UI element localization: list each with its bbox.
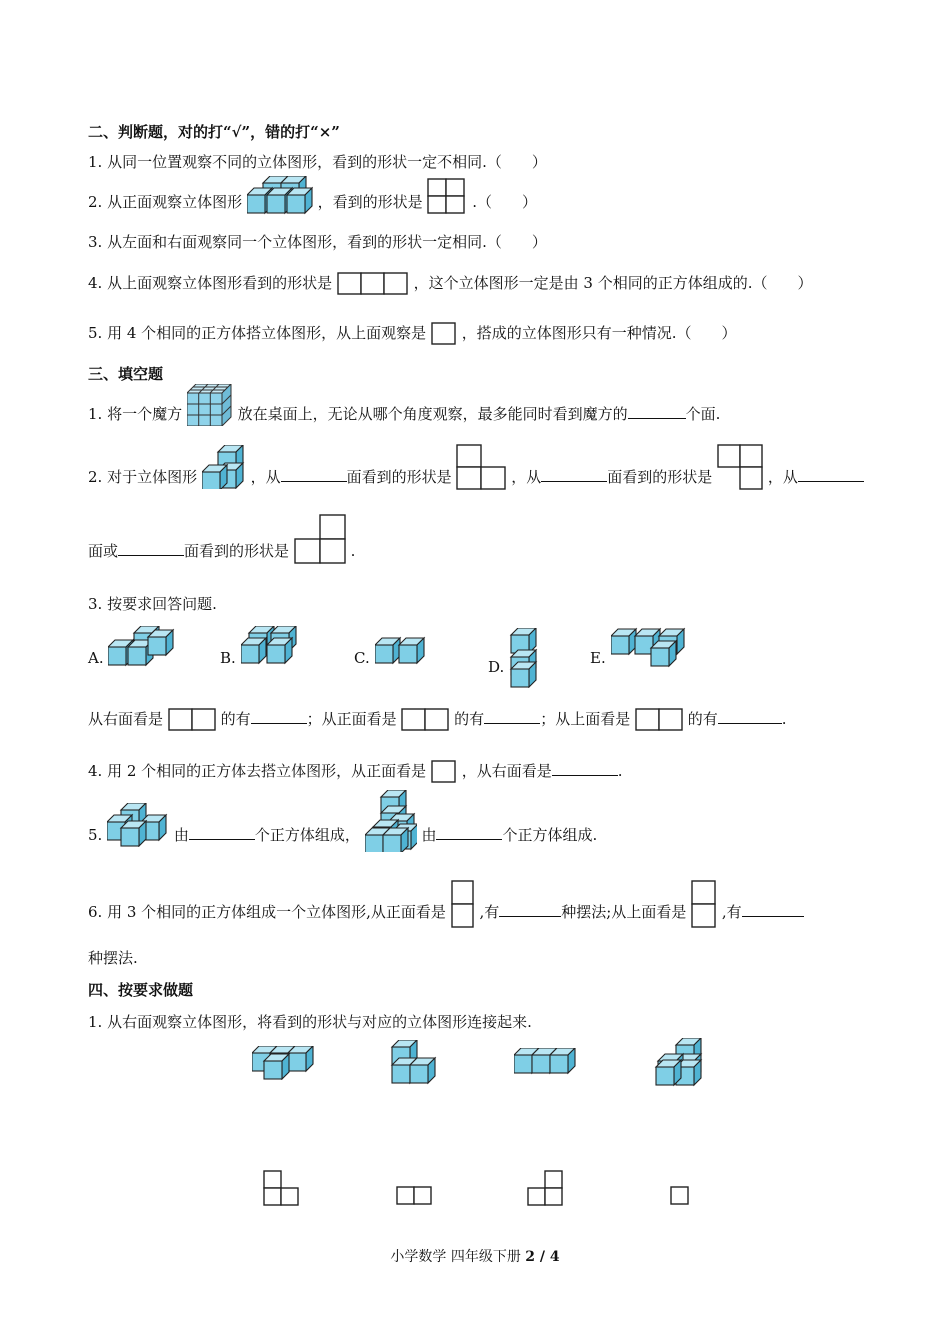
s3-q2-blank3[interactable] [798, 467, 864, 482]
s3-q3-right-text: 从右面看是 [88, 710, 164, 728]
s3-q4-text-a: 4. 用 2 个相同的正方体去搭立体图形，从正面看是 [88, 762, 427, 780]
page-footer [0, 1246, 950, 1266]
s2-q4-text-a: 4. 从上面观察立体图形看到的形状是 [88, 274, 333, 292]
page-number: 2 / 4 [525, 1249, 560, 1265]
figure-label-e: E. [590, 649, 606, 667]
s3-q2-text-f: ，从 [767, 468, 798, 486]
s3-q2-line1 [88, 466, 864, 490]
s4-view-3 [526, 1170, 566, 1208]
s3-q3-sep2: ；从上面看是 [540, 710, 631, 728]
s4-view-2 [396, 1186, 432, 1208]
s3-q4-blank[interactable] [552, 761, 618, 776]
s3-q2-blank1[interactable] [281, 467, 347, 482]
s3-q3-figure-c [354, 648, 435, 668]
s3-q2-text-c: 面看到的形状是 [346, 468, 452, 486]
figure-label-d: D. [488, 658, 505, 676]
s3-q5-text-b: 由 [173, 826, 189, 844]
s4-solid-3 [514, 1048, 578, 1078]
s3-q5-text-a: 5. [88, 826, 103, 844]
figure-b [241, 626, 309, 668]
s2-q2-text-a: 2. 从正面观察立体图形 [88, 193, 243, 211]
s3-q6-line1 [88, 896, 804, 930]
s4-view-1 [262, 1170, 302, 1208]
s3-q5-blank2[interactable] [436, 825, 502, 840]
s4-solid-2 [390, 1040, 440, 1086]
s3-q1-blank[interactable] [628, 404, 686, 419]
s2-q2-text-b: ，看到的形状是 [317, 193, 423, 211]
s3-q3-sep1: ；从正面看是 [306, 710, 397, 728]
s3-q6-text-b: ,有 [479, 903, 500, 921]
s2-q4-view-shape [337, 272, 409, 296]
s2-q5-text-a: 5. 用 4 个相同的正方体搭立体图形，从上面观察是 [88, 324, 427, 342]
s2-q2-view-shape [427, 178, 467, 214]
s3-q2-text-h: 面看到的形状是 [184, 542, 290, 560]
s3-q1 [88, 404, 720, 426]
s3-q3-figures [88, 648, 176, 668]
s3-q6-front-shape [451, 880, 475, 930]
s3-q3-right-shape [168, 708, 216, 732]
s3-q3-top-shape [635, 708, 683, 732]
s2-q5-view-shape [431, 322, 457, 346]
s2-q4-text-b: ，这个立体图形一定是由 3 个相同的正方体组成的.（ ） [413, 274, 813, 292]
figure-e [611, 625, 695, 669]
s3-q5 [88, 820, 597, 852]
s3-q5-text-d: 由 [421, 826, 437, 844]
s3-q3-figure-b [220, 648, 309, 668]
s3-q5-figure-1 [107, 803, 169, 847]
figure-label-a: A. [88, 649, 104, 667]
figure-label-c: C. [354, 649, 370, 667]
s4-solid-4 [654, 1038, 708, 1088]
s3-q2-line2 [88, 540, 355, 564]
section2-heading: 二、判断题，对的打“√”，错的打“×” [88, 123, 340, 141]
s2-q3: 3. 从左面和右面观察同一个立体图形，看到的形状一定相同.（ ） [88, 233, 547, 251]
s3-q3-front-shape [401, 708, 449, 732]
s3-q3-end: . [781, 710, 787, 728]
s3-q3-has-2: 的有 [454, 710, 485, 728]
s3-q2-text-g: 面或 [88, 542, 119, 560]
s3-q5-text-c: 个正方体组成， [254, 826, 360, 844]
s2-q2 [88, 190, 537, 216]
s3-q6-text-d: ,有 [721, 903, 742, 921]
s3-q4 [88, 760, 623, 784]
s3-q5-text-e: 个正方体组成. [502, 826, 598, 844]
s3-q6-text-a: 6. 用 3 个相同的正方体组成一个立体图形,从正面看是 [88, 903, 446, 921]
s4-view-4 [670, 1186, 692, 1208]
section4-heading: 四、按要求做题 [88, 981, 194, 999]
s3-q3-answer-line [88, 708, 787, 732]
s3-q2-text-e: 面看到的形状是 [607, 468, 713, 486]
s3-q6-top-shape [691, 880, 717, 930]
s2-q2-solid-figure [247, 176, 313, 216]
s3-q3-has-1: 的有 [220, 710, 251, 728]
section3-heading: 三、填空题 [88, 365, 164, 383]
s3-q2-text-b: ，从 [250, 468, 281, 486]
s2-q5-text-b: ，搭成的立体图形只有一种情况.（ ） [461, 324, 737, 342]
figure-a [108, 626, 176, 668]
s2-q5 [88, 322, 737, 346]
figure-label-b: B. [220, 649, 236, 667]
s3-q2-text-d: ，从 [511, 468, 542, 486]
s3-q2-text-i: . [350, 542, 356, 560]
s3-q4-text-c: . [617, 762, 623, 780]
s3-q6-blank1[interactable] [499, 902, 561, 917]
s3-q1-text-b: 放在桌面上，无论从哪个角度观察，最多能同时看到魔方的 [237, 405, 628, 423]
s3-q5-blank1[interactable] [189, 825, 255, 840]
s3-q2-text-a: 2. 对于立体图形 [88, 468, 198, 486]
s2-q4 [88, 272, 813, 296]
s3-q6-text-c: 种摆法;从上面看是 [561, 903, 687, 921]
s3-q2-blank4[interactable] [118, 541, 184, 556]
s3-q4-front-shape [431, 760, 457, 784]
figure-d [509, 628, 549, 688]
s3-q5-figure-2 [365, 790, 417, 852]
s3-q3: 3. 按要求回答问题. [88, 595, 217, 613]
s3-q3-has-3: 的有 [687, 710, 718, 728]
s4-solid-1 [252, 1046, 316, 1080]
s3-q3-blank1[interactable] [251, 709, 307, 724]
s3-q3-figure-e [590, 648, 695, 669]
s3-q2-blank2[interactable] [541, 467, 607, 482]
s3-q1-text-c: 个面. [685, 405, 721, 423]
s3-q4-text-b: ，从右面看是 [461, 762, 552, 780]
s3-q2-view-shape3 [294, 514, 346, 564]
s3-q6-blank2[interactable] [742, 902, 804, 917]
footer-text: 小学数学 四年级下册 [390, 1249, 521, 1265]
s2-q1: 1. 从同一位置观察不同的立体图形，看到的形状一定不相同.（ ） [88, 153, 547, 171]
s3-q3-blank2[interactable] [484, 709, 540, 724]
s3-q2-solid-figure [202, 445, 246, 489]
s3-q6-line2: 种摆法. [88, 949, 138, 967]
figure-c [375, 632, 435, 668]
s3-q1-text-a: 1. 将一个魔方 [88, 405, 183, 423]
s3-q2-view-shape2 [717, 444, 763, 490]
rubiks-cube-figure [187, 384, 233, 426]
s2-q2-text-c: .（ ） [472, 193, 538, 211]
s3-q3-figure-d [488, 648, 549, 688]
s4-q1: 1. 从右面观察立体图形，将看到的形状与对应的立体图形连接起来. [88, 1013, 532, 1031]
s3-q3-blank3[interactable] [718, 709, 782, 724]
s3-q2-view-shape1 [456, 444, 506, 490]
